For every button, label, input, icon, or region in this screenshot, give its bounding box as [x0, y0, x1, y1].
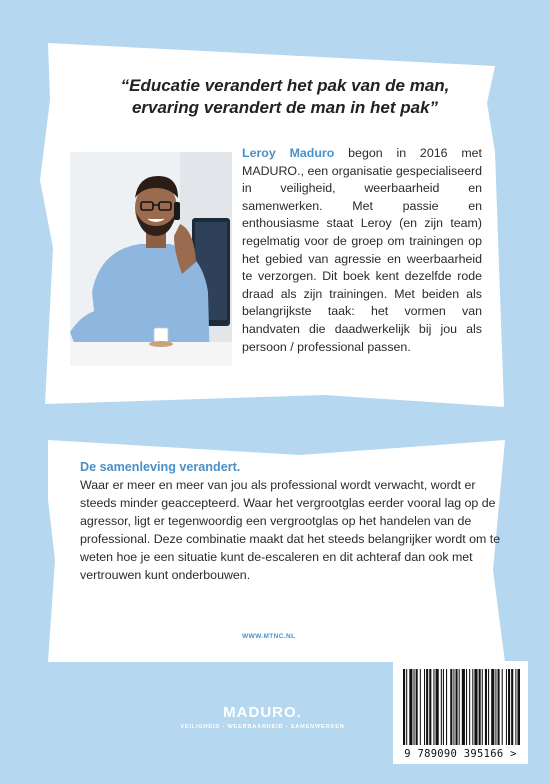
section-body: Waar er meer en meer van jou als professional wordt verwacht, wordt er steeds minder geaccepteerd. Waar het vergrootglas eerder vooral lag op de agressor, ligt er tegenwoordig een vergrootglas op het handelen van de professional. Deze combinatie maakt dat het steeds belangrijker wordt om te weten hoe je een situatie kunt de-escaleren en dit achteraf dan ook met vertrouwen kunt onderbouwen. — [80, 478, 501, 582]
description-section — [80, 458, 505, 584]
barcode-bar — [479, 669, 481, 745]
barcode-bar — [517, 669, 520, 745]
barcode-bar — [502, 669, 503, 745]
author-photo — [70, 152, 232, 366]
barcode-bar — [515, 669, 516, 745]
barcode-bar — [446, 669, 447, 745]
barcode-bar — [485, 669, 487, 745]
barcode-bar — [491, 669, 494, 745]
author-bio — [242, 145, 482, 356]
barcode-bar — [462, 669, 465, 745]
book-quote — [70, 75, 500, 119]
barcode-bar — [406, 669, 407, 745]
barcode-bar — [498, 669, 500, 745]
barcode-bar — [495, 669, 496, 745]
barcode-bar — [426, 669, 428, 745]
website-link[interactable]: WWW.MTNC.NL — [242, 633, 296, 640]
section-title: De samenleving verandert. — [80, 460, 241, 474]
brand-logo: MADURO. — [223, 704, 302, 721]
brand-block — [150, 704, 375, 730]
quote-line-1: “Educatie verandert het pak van de man, — [120, 76, 450, 95]
barcode-bar — [508, 669, 510, 745]
barcode-bar — [456, 669, 458, 745]
barcode-bar — [443, 669, 444, 745]
barcode-bar — [459, 669, 460, 745]
author-bio-text: begon in 2016 met MADURO., een organisatie gespecialiseerd in veiligheid, weerbaarheid en samenwerken. Met passie en enthousiasme staat Leroy (en zijn team) regelmatig voor de groep om trainingen op het gebied van agressie en weerbaarheid te verzorgen. Dit boek kent dezelfde rode draad als zijn trainingen. Met beiden als belangrijkste taak: het vormen van handvaten die daadwerkelijk bij jou als persoon / professional passen. — [242, 146, 482, 354]
barcode-bar — [453, 669, 454, 745]
barcode-bar — [511, 669, 513, 745]
barcode-bar — [424, 669, 425, 745]
quote-line-2: ervaring verandert de man in het pak” — [131, 98, 439, 117]
barcode-bar — [409, 669, 412, 745]
barcode-bar — [429, 669, 431, 745]
barcode — [393, 661, 528, 764]
barcode-bar — [466, 669, 467, 745]
barcode-bar — [414, 669, 415, 745]
brand-tagline: VEILIGHEID - WEERBAARHEID - SAMENWERKEN — [180, 724, 345, 730]
barcode-bar — [416, 669, 418, 745]
barcode-bar — [403, 669, 405, 745]
barcode-bar — [474, 669, 477, 745]
barcode-bar — [482, 669, 483, 745]
barcode-bar — [436, 669, 439, 745]
barcode-bar — [472, 669, 473, 745]
barcode-bar — [506, 669, 507, 745]
barcode-bar — [433, 669, 434, 745]
barcode-bar — [420, 669, 421, 745]
barcode-bar — [488, 669, 489, 745]
barcode-bar — [469, 669, 470, 745]
barcode-bar — [441, 669, 442, 745]
author-name: Leroy Maduro — [242, 146, 335, 160]
barcode-bar — [450, 669, 452, 745]
isbn-number: 9 789090 395166 > — [404, 748, 517, 760]
barcode-bars — [401, 669, 520, 749]
